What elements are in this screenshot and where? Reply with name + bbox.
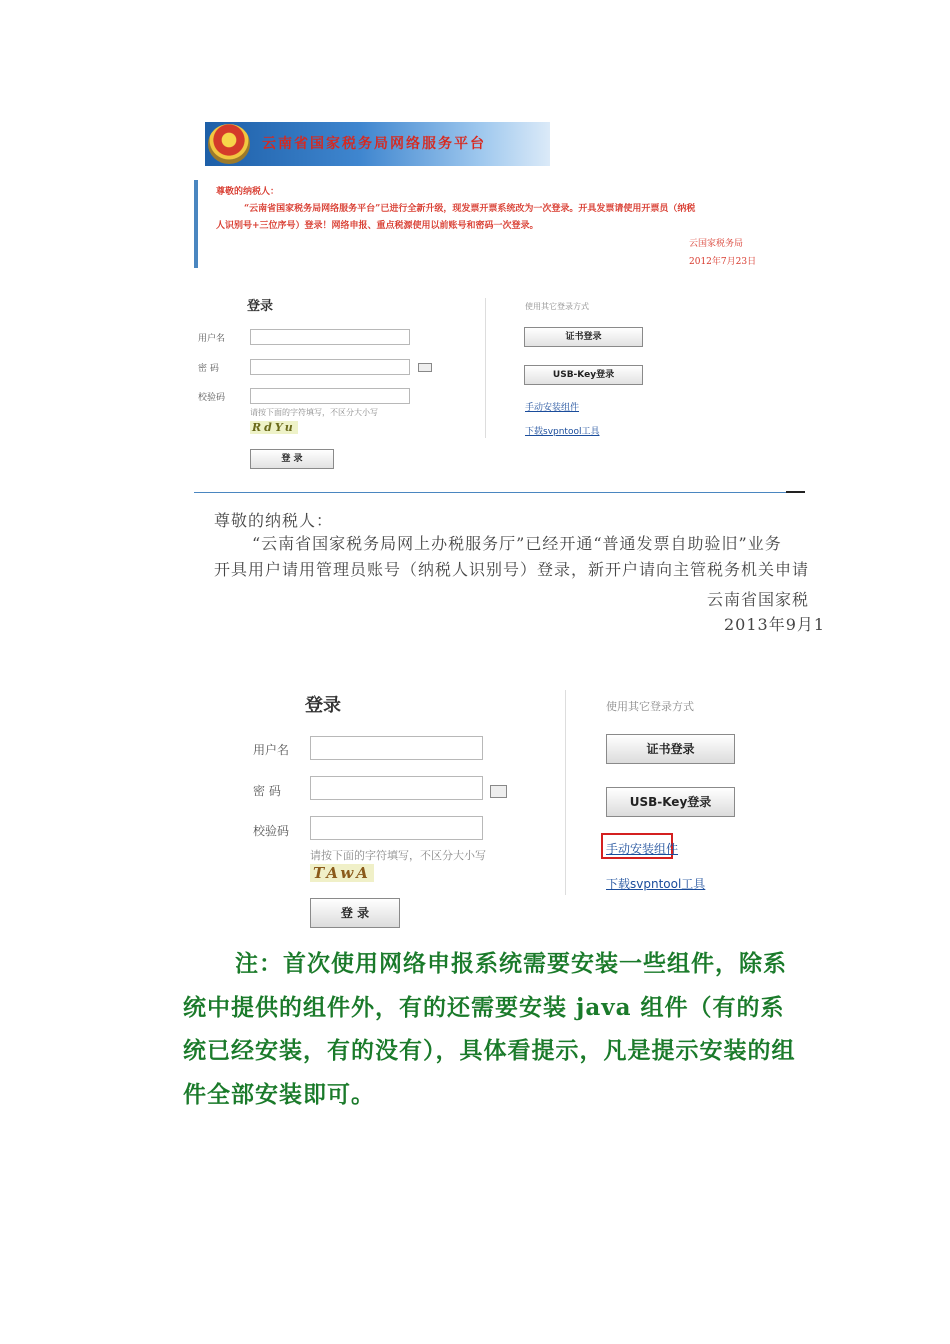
usbkey-login-button-large[interactable]: USB-Key登录 (606, 787, 735, 817)
keyboard-icon-large[interactable] (490, 785, 507, 798)
install-note: 注：首次使用网络申报系统需要安装一些组件，除系统中提供的组件外，有的还需要安装 java 组件（有的系统已经安装，有的没有），具体看提示，凡是提示安装的组件全部安装即可。 (183, 950, 796, 1108)
captcha-hint: 请按下面的字符填写，不区分大小写 (250, 408, 378, 417)
panel-separator-large (565, 690, 566, 895)
keyboard-icon[interactable] (418, 363, 432, 372)
manual-install-link[interactable]: 手动安装组件 (525, 403, 580, 413)
notice2-line2: 开具用户请用管理员账号（纳税人识别号）登录，新开户请向主管税务机关申请 (214, 560, 810, 579)
username-label-large: 用户名 (253, 743, 290, 757)
password-label: 密 码 (198, 364, 219, 374)
captcha-label-large: 校验码 (253, 824, 290, 838)
notice2-greeting: 尊敬的纳税人： (214, 511, 334, 530)
password-label-large: 密 码 (253, 784, 281, 798)
captcha-hint-large: 请按下面的字符填写，不区分大小写 (310, 849, 486, 862)
login-title-large: 登录 (305, 695, 341, 716)
divider-tail (786, 491, 805, 493)
notice2-signature: 云南省国家税 (707, 590, 810, 609)
banner-title: 云南省国家税务局网络服务平台 (262, 136, 486, 152)
notice1-line2: 人识别号+三位序号）登录！网络申报、重点税源使用以前账号和密码一次登录。 (216, 221, 539, 231)
password-input[interactable] (250, 359, 410, 375)
cert-login-button[interactable]: 证书登录 (524, 327, 643, 347)
other-login-title-large: 使用其它登录方式 (606, 700, 694, 713)
notice1-line1: “云南省国家税务局网络服务平台”已进行全新升级，现发票开票系统改为一次登录。开具发票请使用开票员（纳税 (244, 204, 696, 214)
captcha-input-large[interactable] (310, 816, 483, 840)
manual-install-link-large[interactable]: 手动安装组件 (606, 842, 679, 856)
section-divider (194, 492, 804, 493)
notice1-signature: 云国家税务局 (689, 239, 744, 249)
download-svpntool-link-large[interactable]: 下载svpntool工具 (606, 877, 706, 891)
notice2-line1: “云南省国家税务局网上办税服务厅”已经开通“普通发票自助验旧”业务 (252, 534, 782, 553)
login-submit-button-large[interactable]: 登 录 (310, 898, 400, 928)
cert-login-button-large[interactable]: 证书登录 (606, 734, 735, 764)
notice1-date: 2012年7月23日 (689, 257, 757, 267)
other-login-title: 使用其它登录方式 (525, 302, 589, 311)
captcha-label: 校验码 (198, 393, 226, 403)
usbkey-login-button[interactable]: USB-Key登录 (524, 365, 643, 385)
notice1-greeting: 尊敬的纳税人： (216, 187, 280, 197)
notice2-date: 2013年9月1 (724, 615, 826, 634)
username-input-large[interactable] (310, 736, 483, 760)
login-submit-button[interactable]: 登 录 (250, 449, 334, 469)
notice-accent-bar (194, 180, 198, 268)
panel-separator (485, 298, 486, 438)
login-title: 登录 (247, 299, 274, 314)
password-input-large[interactable] (310, 776, 483, 800)
notice2-clip (0, 528, 826, 638)
username-label: 用户名 (198, 334, 226, 344)
username-input[interactable] (250, 329, 410, 345)
captcha-image: RdYu (252, 421, 296, 434)
tax-emblem-icon (208, 124, 250, 164)
captcha-image-large: TAwA (310, 864, 374, 882)
captcha-input[interactable] (250, 388, 410, 404)
download-svpntool-link[interactable]: 下载svpntool工具 (525, 427, 600, 437)
